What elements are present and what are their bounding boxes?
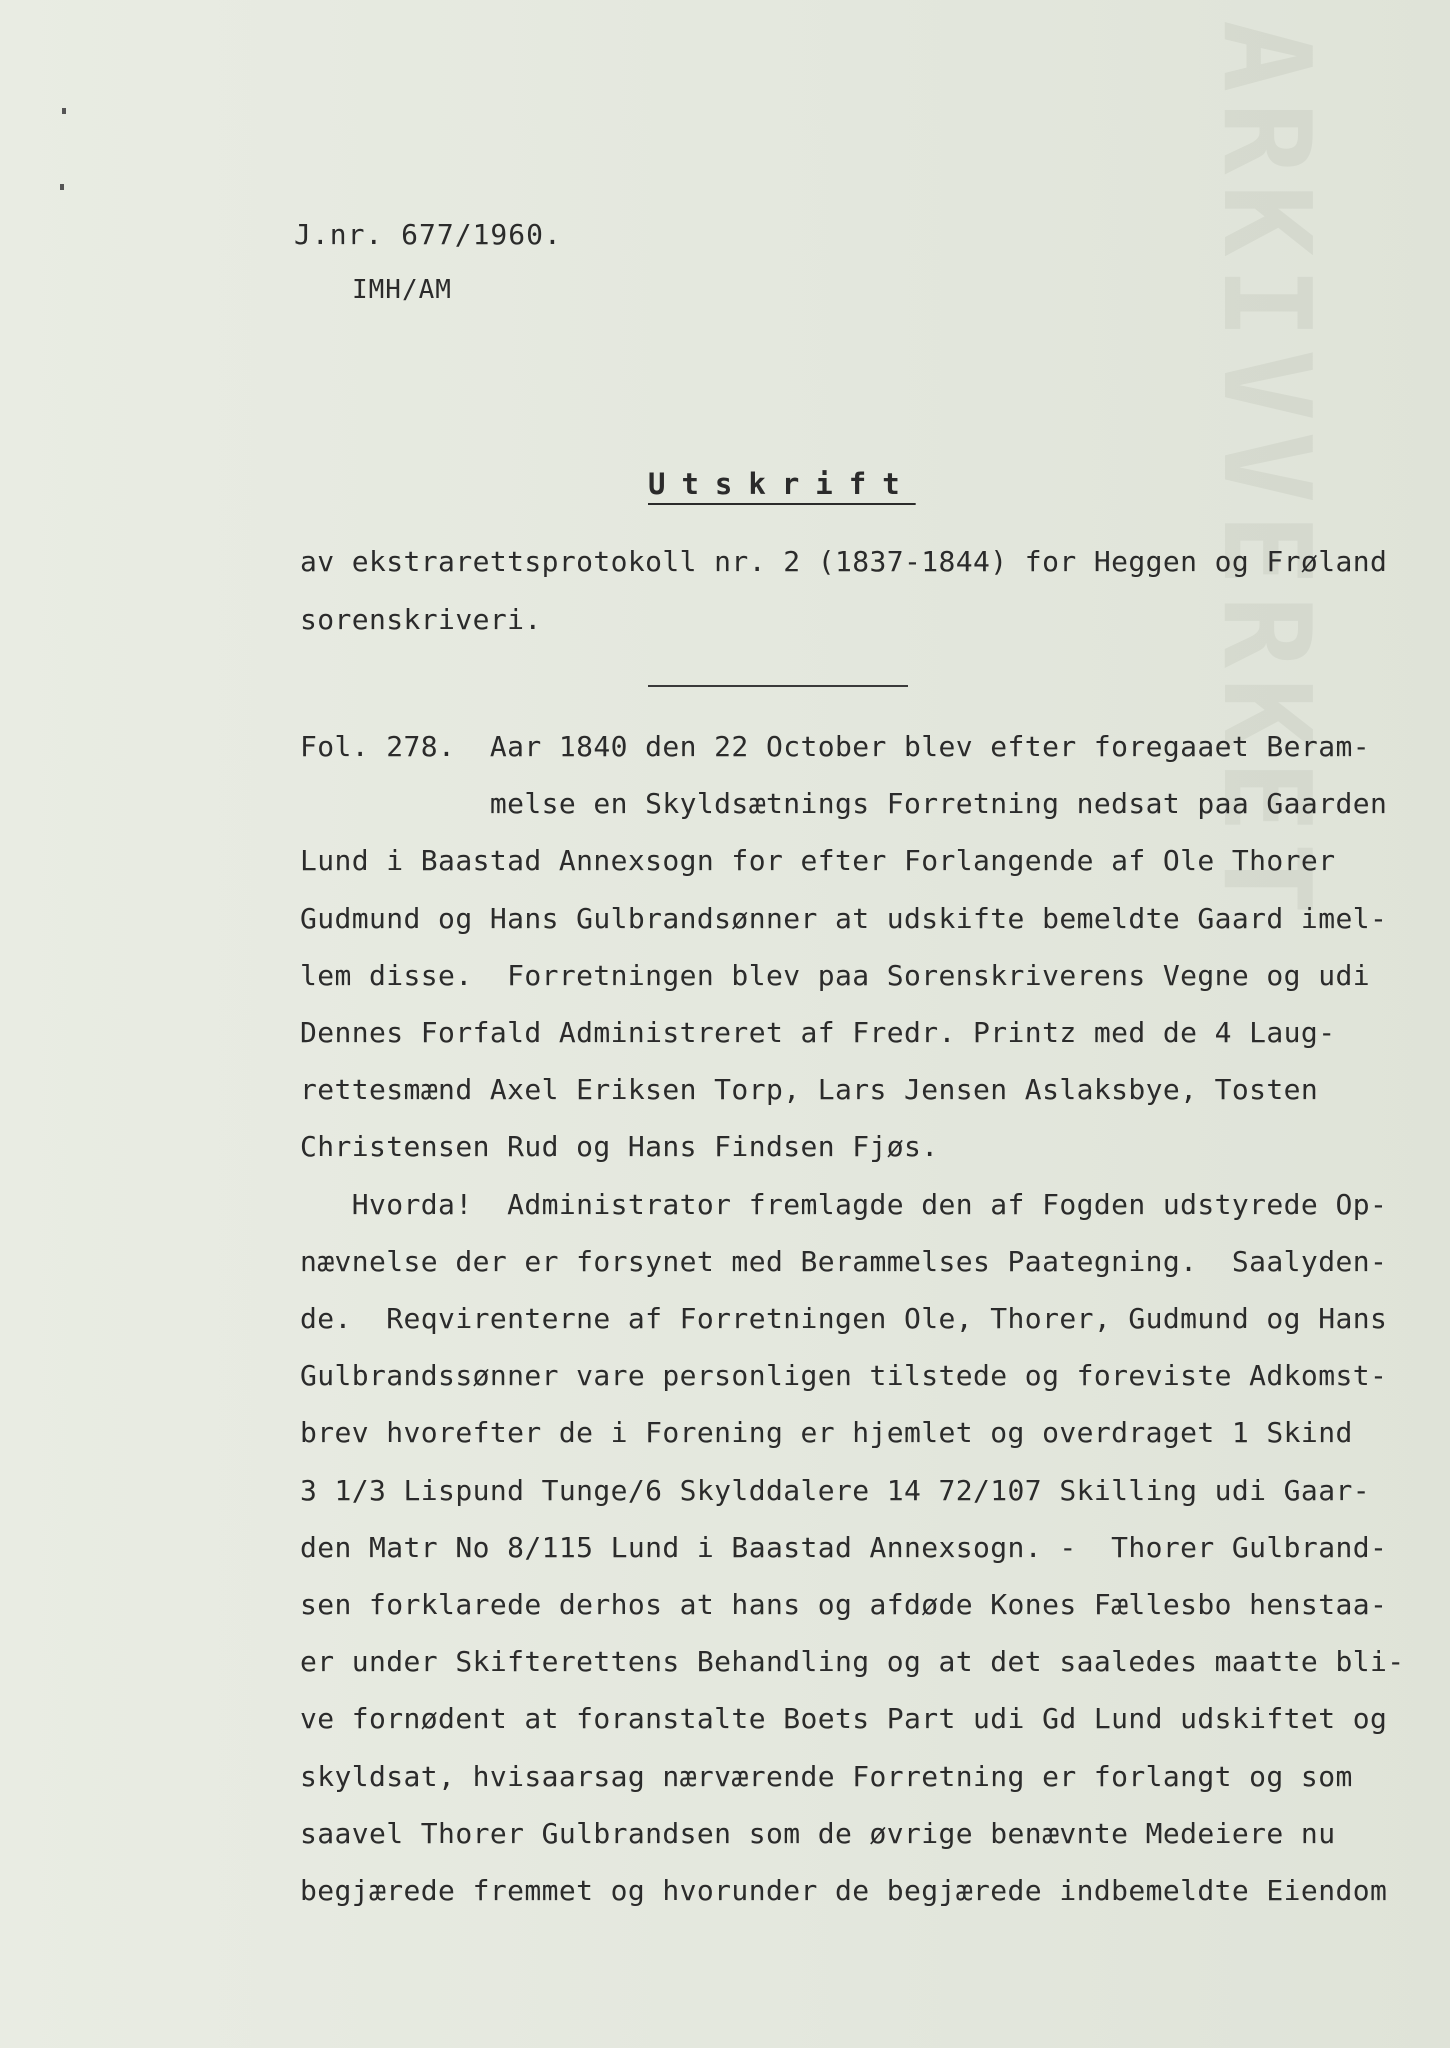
journal-number: J.nr. 677/1960. — [294, 218, 562, 251]
divider — [648, 685, 908, 687]
body-line: Fol. 278. Aar 1840 den 22 October blev efter foregaaet Beram- — [300, 730, 1370, 763]
body-line: lem disse. Forretningen blev paa Sorenskriverens Vegne og udi — [300, 958, 1370, 992]
body-line: Gulbrandssønner vare personligen tilstede og foreviste Adkomst- — [300, 1359, 1388, 1393]
body-line: 3 1/3 Lispund Tunge/6 Skylddalere 14 72/107 Skilling udi Gaar- — [300, 1473, 1370, 1507]
initials: IMH/AM — [352, 275, 452, 305]
body-line: rettesmænd Axel Eriksen Torp, Lars Jensen Aslaksbye, Tosten — [300, 1073, 1319, 1107]
document-title: Utskrift — [648, 467, 916, 501]
body-line: Gudmund og Hans Gulbrandsønner at udskifte bemeldte Gaard imel- — [300, 901, 1388, 935]
body-line: brev hvorefter de i Forening er hjemlet og overdraget 1 Skind — [300, 1416, 1353, 1450]
body-line: Lund i Baastad Annexsogn for efter Forlangende af Ole Thorer — [300, 844, 1336, 878]
body-line: begjærede fremmet og hvorunder de begjærede indbemeldte Eiendom — [300, 1874, 1388, 1907]
body-line: er under Skifterettens Behandling og at det saaledes maatte bli- — [300, 1645, 1405, 1679]
body-line: nævnelse der er forsynet med Berammelses Paategning. Saalyden- — [300, 1244, 1388, 1278]
body-line: sen forklarede derhos at hans og afdøde Kones Fællesbo henstaa- — [300, 1588, 1388, 1621]
punch-mark — [62, 108, 66, 114]
body-line: Dennes Forfald Administreret af Fredr. Printz med de 4 Laug- — [300, 1016, 1336, 1049]
body-line: saavel Thorer Gulbrandsen som de øvrige benævnte Medeiere nu — [300, 1816, 1336, 1850]
body-line: Christensen Rud og Hans Findsen Fjøs. — [300, 1130, 939, 1164]
body-line: ve fornødent at foranstalte Boets Part udi Gd Lund udskiftet og — [300, 1702, 1388, 1736]
subtitle-line: av ekstrarettsprotokoll nr. 2 (1837-1844) for Heggen og Frøland — [300, 545, 1388, 578]
punch-mark — [60, 184, 64, 190]
body-line: Hvorda! Administrator fremlagde den af Fogden udstyrede Op- — [300, 1187, 1388, 1221]
body-line: de. Reqvirenterne af Forretningen Ole, Thorer, Gudmund og Hans — [300, 1302, 1388, 1335]
body-line: melse en Skyldsætnings Forretning nedsat paa Gaarden — [300, 787, 1388, 821]
watermark: ARKIVVERKET — [1196, 20, 1335, 925]
body-line: skyldsat, hvisaarsag nærværende Forretning er forlangt og som — [300, 1759, 1353, 1793]
subtitle-line: sorenskriveri. — [300, 603, 542, 636]
body-line: den Matr No 8/115 Lund i Baastad Annexsogn. - Thorer Gulbrand- — [300, 1530, 1388, 1564]
